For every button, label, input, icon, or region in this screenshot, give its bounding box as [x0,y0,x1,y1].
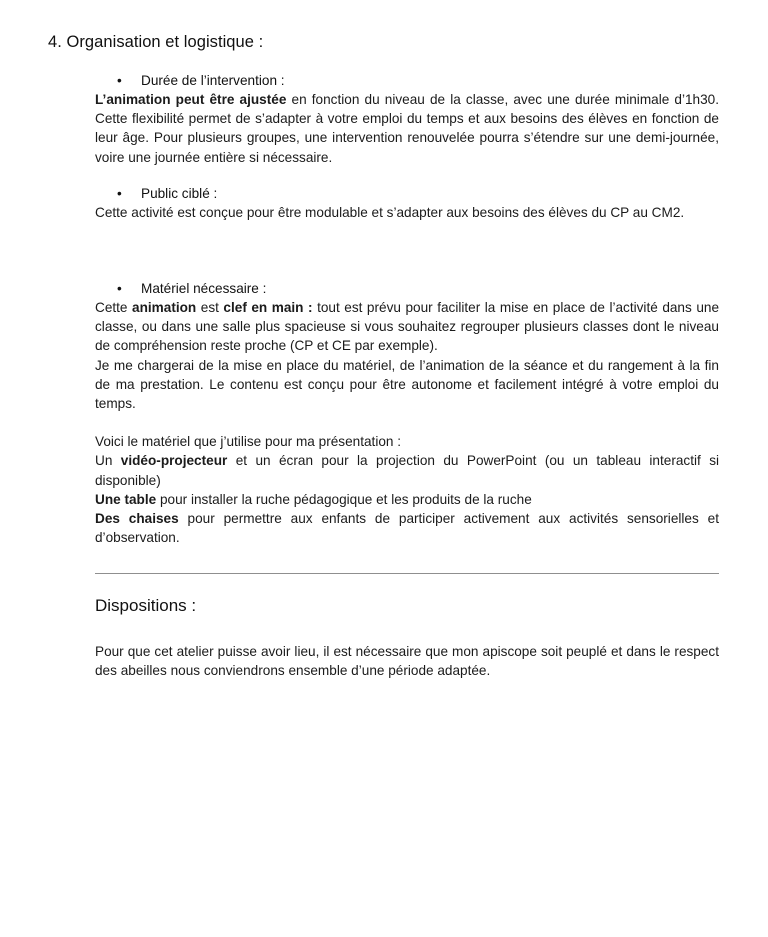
materiel-item-1 [95,451,719,489]
bold-run: vidéo-projecteur [120,453,228,469]
materiel-intro: Voici le matériel que j’utilise pour ma présentation : [95,434,402,450]
dispositions-heading: Dispositions : [95,596,197,615]
paragraph-public [95,203,719,222]
text-run: est [196,300,224,315]
bold-run: Une table [95,491,157,507]
text-run: et un écran pour la projection du PowerPoint (ou un tableau interactif si disponible) [95,453,720,488]
bold-run: Des chaises [95,511,179,527]
bullet-marker: • [117,281,122,296]
text-run: tout est prévu pour faciliter la mise en place de l’activité dans une classe, ou dans une salle plus spacieuse si vous souhaitez regrouper plusieurs classes dont le niveau de compréhension reste proche (CP et CE par exemple). [95,300,719,354]
materiel-p1 [95,298,719,356]
bullet-label-public: Public ciblé : [141,186,218,201]
bullet-materiel [117,279,266,298]
text-run: pour installer la ruche pédagogique et les produits de la ruche [156,491,532,507]
duree-text: en fonction du niveau de la classe, avec une durée minimale d’1h30. Cette flexibilité permet de s’adapter à votre emploi du temps et aux besoins des élèves en fonction de leur âge. Pour plusieurs groupes, une intervention renouvelée pourra s’étendre sur une demi-journée, voire une journée entière si nécessaire. [95,92,720,165]
bullet-marker: • [117,186,122,201]
horizontal-divider [95,573,719,574]
paragraph-duree [95,90,719,167]
dispositions-text: Pour que cet atelier puisse avoir lieu, il est nécessaire que mon apiscope soit peuplé et dans le respect des abeilles nous conviendrons ensemble d’une période adaptée. [95,644,719,679]
section-heading: 4. Organisation et logistique : [48,33,264,51]
bullet-marker: • [117,73,122,88]
text-run: pour permettre aux enfants de participer activement aux activités sensorielles et d’observation. [95,511,719,546]
materiel-p2: Je me chargerai de la mise en place du matériel, de l’animation de la séance et du rangement à la fin de ma prestation. Le contenu est conçu pour être autonome et facilement intégré à votre emploi du temps. [95,357,719,412]
bold-run: animation [132,300,197,315]
bold-run: clef en main : [223,300,313,315]
paragraph-materiel [95,298,719,547]
materiel-item-3 [95,509,719,547]
text-run: Un [95,453,121,469]
materiel-item-2 [95,490,719,509]
paragraph-dispositions [95,642,719,680]
bullet-label-materiel: Matériel nécessaire : [141,281,267,296]
bullet-duree [117,71,285,90]
bullet-label-duree: Durée de l’intervention : [141,73,285,88]
bullet-public [117,184,217,203]
public-text: Cette activité est conçue pour être modulable et s’adapter aux besoins des élèves du CP au CM2. [95,205,685,220]
bold-lead: L’animation peut être ajustée [95,92,287,107]
text-run: Cette [95,300,133,315]
